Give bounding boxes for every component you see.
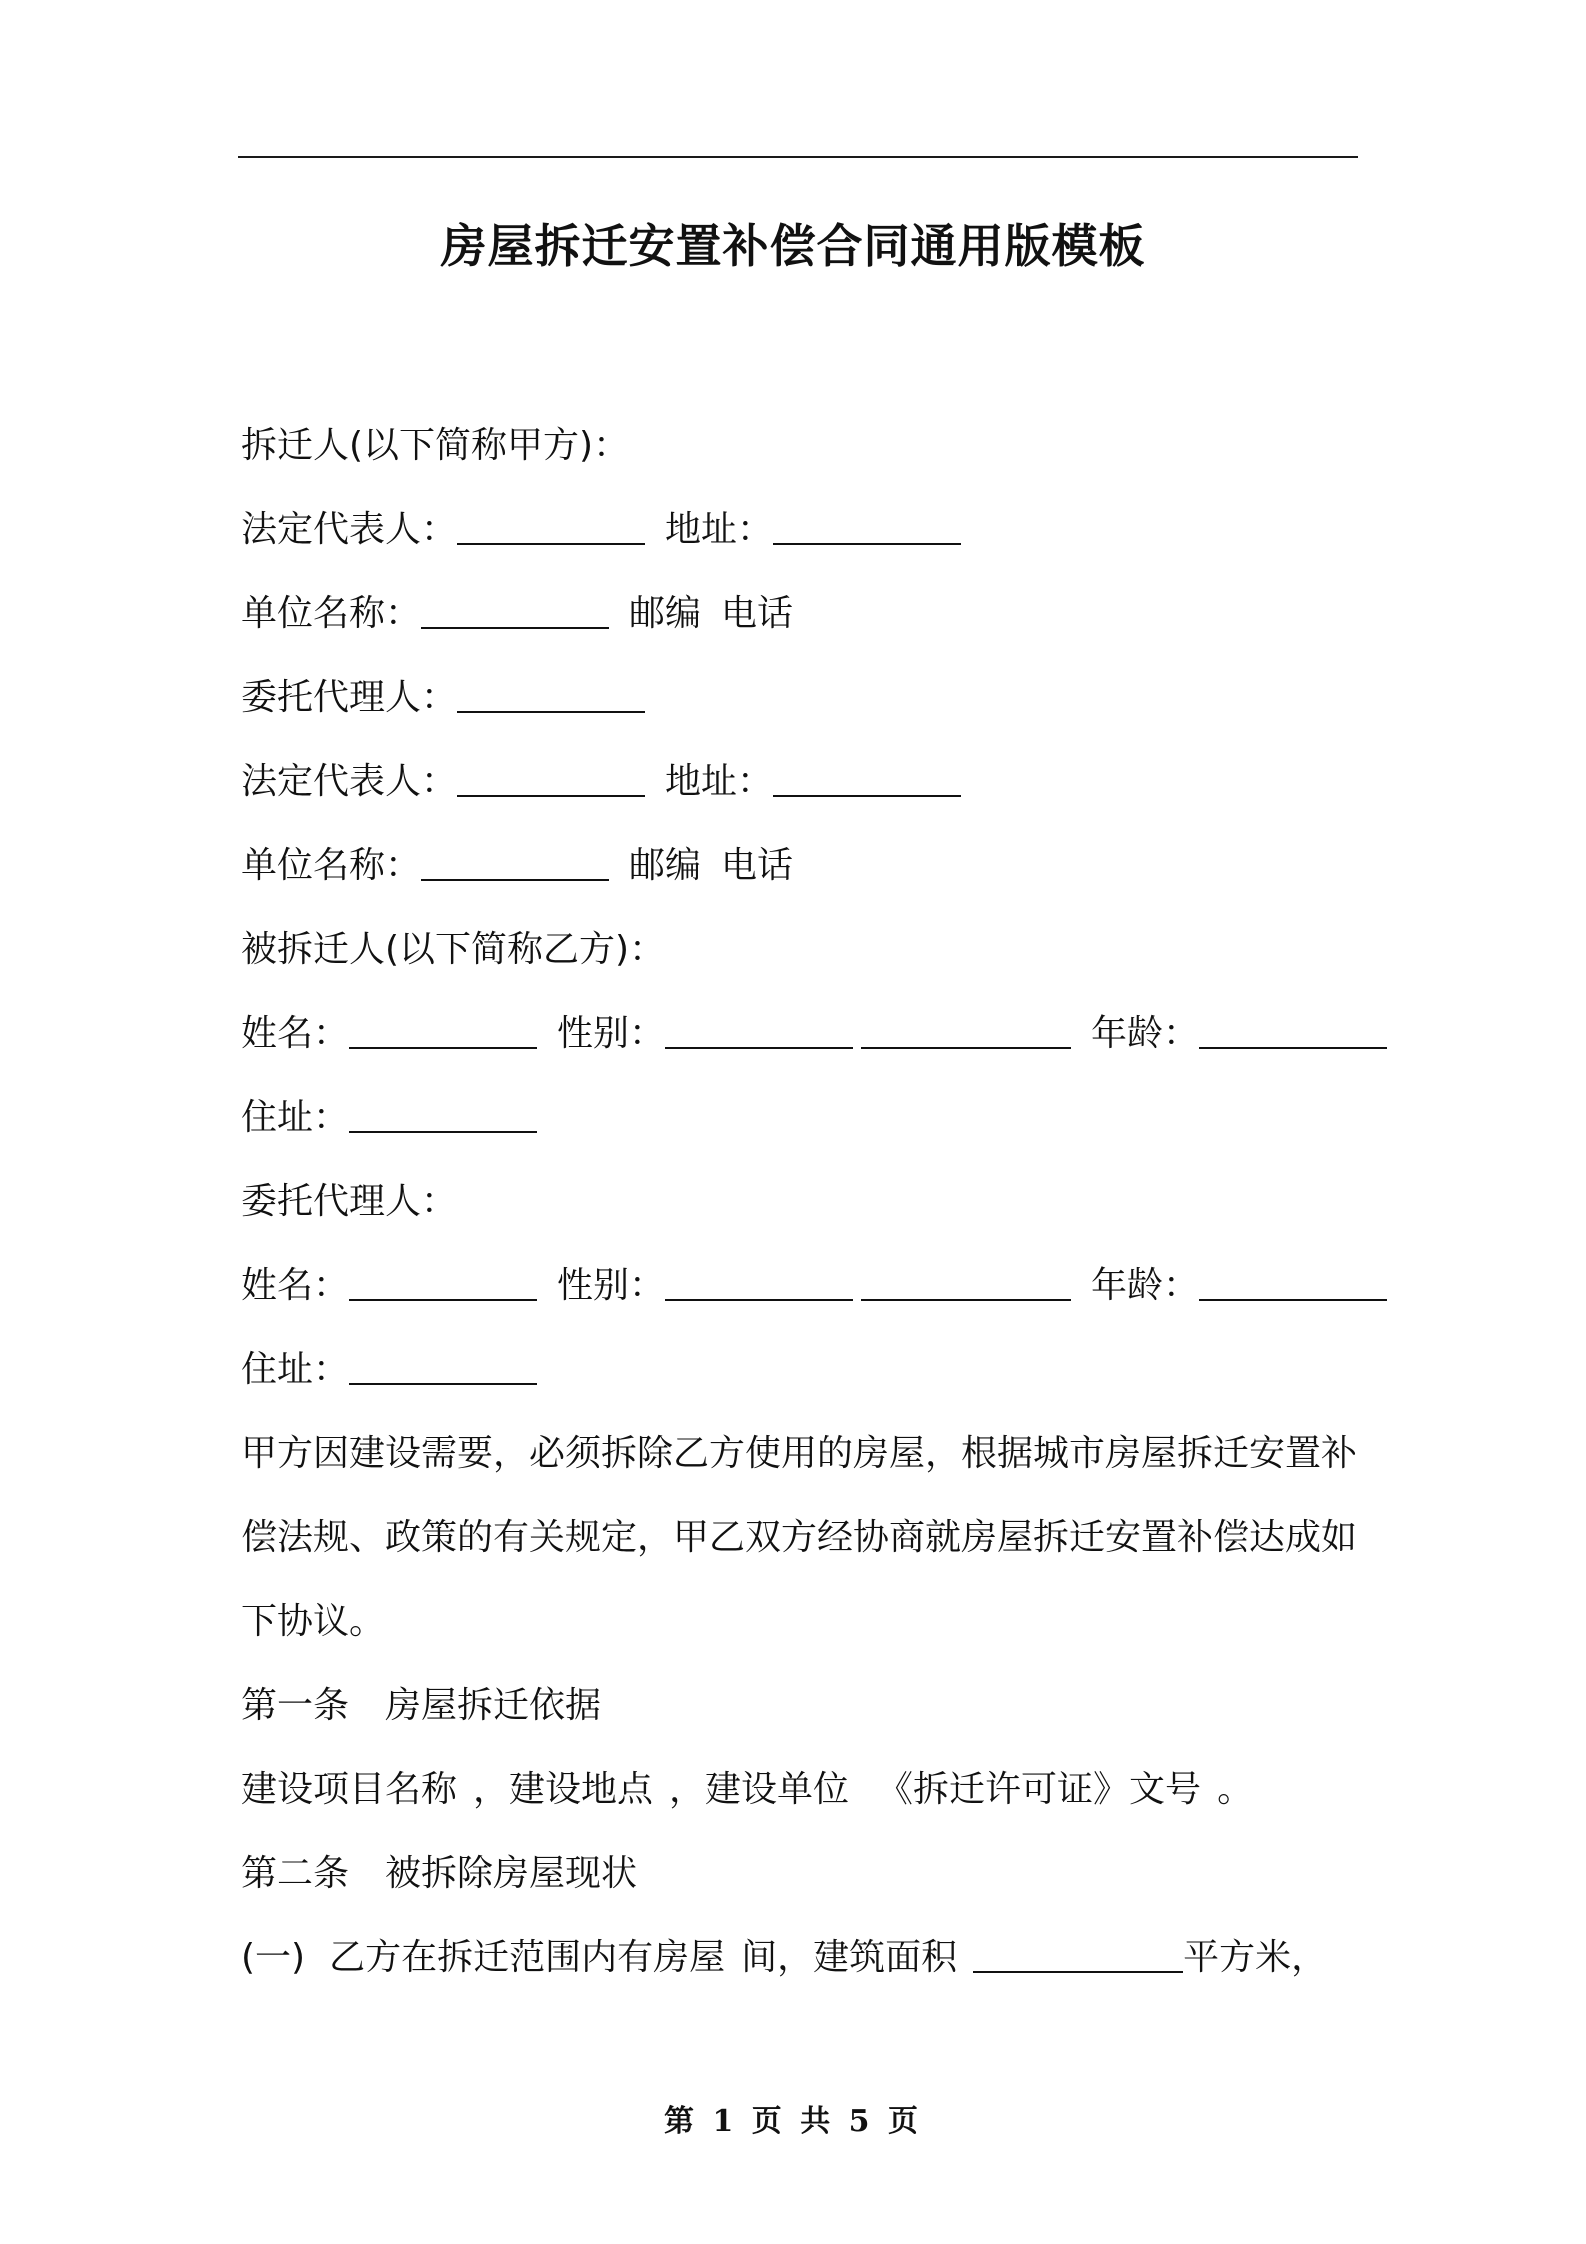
gender-blank-4[interactable]: [861, 1265, 1071, 1301]
unit-name-blank-2[interactable]: [421, 845, 609, 881]
residence-label: 住址：: [241, 1097, 350, 1138]
article-2-number: 第二条: [241, 1853, 350, 1894]
party-a-agent-legal-rep-row: [241, 740, 1359, 824]
phone-label: 电话: [721, 593, 794, 634]
page-number-footer: 第 1 页 共 5 页: [664, 2104, 922, 2139]
party-b-personal-row: [241, 992, 1359, 1076]
name-blank[interactable]: [349, 1013, 537, 1049]
header-rule: [238, 156, 1358, 158]
agent-label-b: 委托代理人：: [241, 1181, 458, 1222]
party-b-heading: [241, 908, 1359, 992]
clause-1-row: [241, 1916, 1359, 2000]
age-label: 年龄：: [1091, 1013, 1200, 1054]
intro-paragraph: 甲方因建设需要，必须拆除乙方使用的房屋，根据城市房屋拆迁安置补偿法规、政策的有关规定，甲乙双方经协商就房屋拆迁安置补偿达成如下协议。: [241, 1433, 1358, 1642]
clause-1-marker: (一): [241, 1937, 306, 1978]
party-a-agent-row: [241, 656, 1359, 740]
party-a-legal-rep-row: [241, 488, 1359, 572]
residence-blank[interactable]: [349, 1097, 537, 1133]
gender-blank-2[interactable]: [861, 1013, 1071, 1049]
article-1-heading: [241, 1664, 1359, 1748]
party-a-unit-row: [241, 572, 1359, 656]
unit-name-label-2: 单位名称：: [241, 845, 422, 886]
article-2-title: 被拆除房屋现状: [385, 1853, 638, 1894]
legal-rep-label: 法定代表人：: [241, 509, 458, 550]
article-1-end: 。: [1217, 1769, 1254, 1810]
document-body: [241, 404, 1359, 2000]
age-blank[interactable]: [1199, 1013, 1387, 1049]
address-blank-2[interactable]: [773, 761, 961, 797]
party-b-agent-personal-row: [241, 1244, 1359, 1328]
residence-blank-2[interactable]: [349, 1349, 537, 1385]
name-label: 姓名：: [241, 1013, 350, 1054]
clause-1-text-1: 乙方在拆迁范围内有房屋: [329, 1937, 726, 1978]
permit-label: 《拆迁许可证》文号: [877, 1769, 1202, 1810]
clause-1-unit: 平方米，: [1183, 1937, 1328, 1978]
postcode-label: 邮编: [629, 593, 702, 634]
site-label: ，建设地点: [473, 1769, 654, 1810]
name-label-2: 姓名：: [241, 1265, 350, 1306]
residence-label-2: 住址：: [241, 1349, 350, 1390]
address-label: 地址：: [665, 509, 774, 550]
legal-rep-label-2: 法定代表人：: [241, 761, 458, 802]
unit-name-label: 单位名称：: [241, 593, 422, 634]
address-blank[interactable]: [773, 509, 961, 545]
article-1-content: [241, 1748, 1359, 1832]
age-blank-2[interactable]: [1199, 1265, 1387, 1301]
gender-label: 性别：: [557, 1013, 666, 1054]
legal-rep-blank[interactable]: [457, 509, 645, 545]
document-title: 房屋拆迁安置补偿合同通用版模板: [440, 219, 1146, 273]
party-b-residence-row: [241, 1076, 1359, 1160]
agent-label: 委托代理人：: [241, 677, 458, 718]
age-label-2: 年龄：: [1091, 1265, 1200, 1306]
postcode-label-2: 邮编: [629, 845, 702, 886]
party-b-agent-heading: [241, 1160, 1359, 1244]
building-area-blank[interactable]: [973, 1937, 1183, 1973]
name-blank-2[interactable]: [349, 1265, 537, 1301]
party-b-heading-text: 被拆迁人(以下简称乙方)：: [241, 929, 666, 970]
gender-blank-1[interactable]: [665, 1013, 853, 1049]
unit-label: ，建设单位: [669, 1769, 850, 1810]
agent-blank[interactable]: [457, 677, 645, 713]
gender-label-2: 性别：: [557, 1265, 666, 1306]
party-b-agent-residence-row: [241, 1328, 1359, 1412]
project-name-label: 建设项目名称: [241, 1769, 458, 1810]
party-a-heading: [241, 404, 1359, 488]
gender-blank-3[interactable]: [665, 1265, 853, 1301]
address-label-2: 地址：: [665, 761, 774, 802]
clause-1-text-2: 间，建筑面积: [741, 1937, 958, 1978]
party-a-heading-text: 拆迁人(以下简称甲方)：: [241, 425, 630, 466]
article-2-heading: [241, 1832, 1359, 1916]
party-a-agent-unit-row: [241, 824, 1359, 908]
article-1-title: 房屋拆迁依据: [385, 1685, 602, 1726]
legal-rep-blank-2[interactable]: [457, 761, 645, 797]
article-1-number: 第一条: [241, 1685, 350, 1726]
unit-name-blank[interactable]: [421, 593, 609, 629]
phone-label-2: 电话: [721, 845, 794, 886]
